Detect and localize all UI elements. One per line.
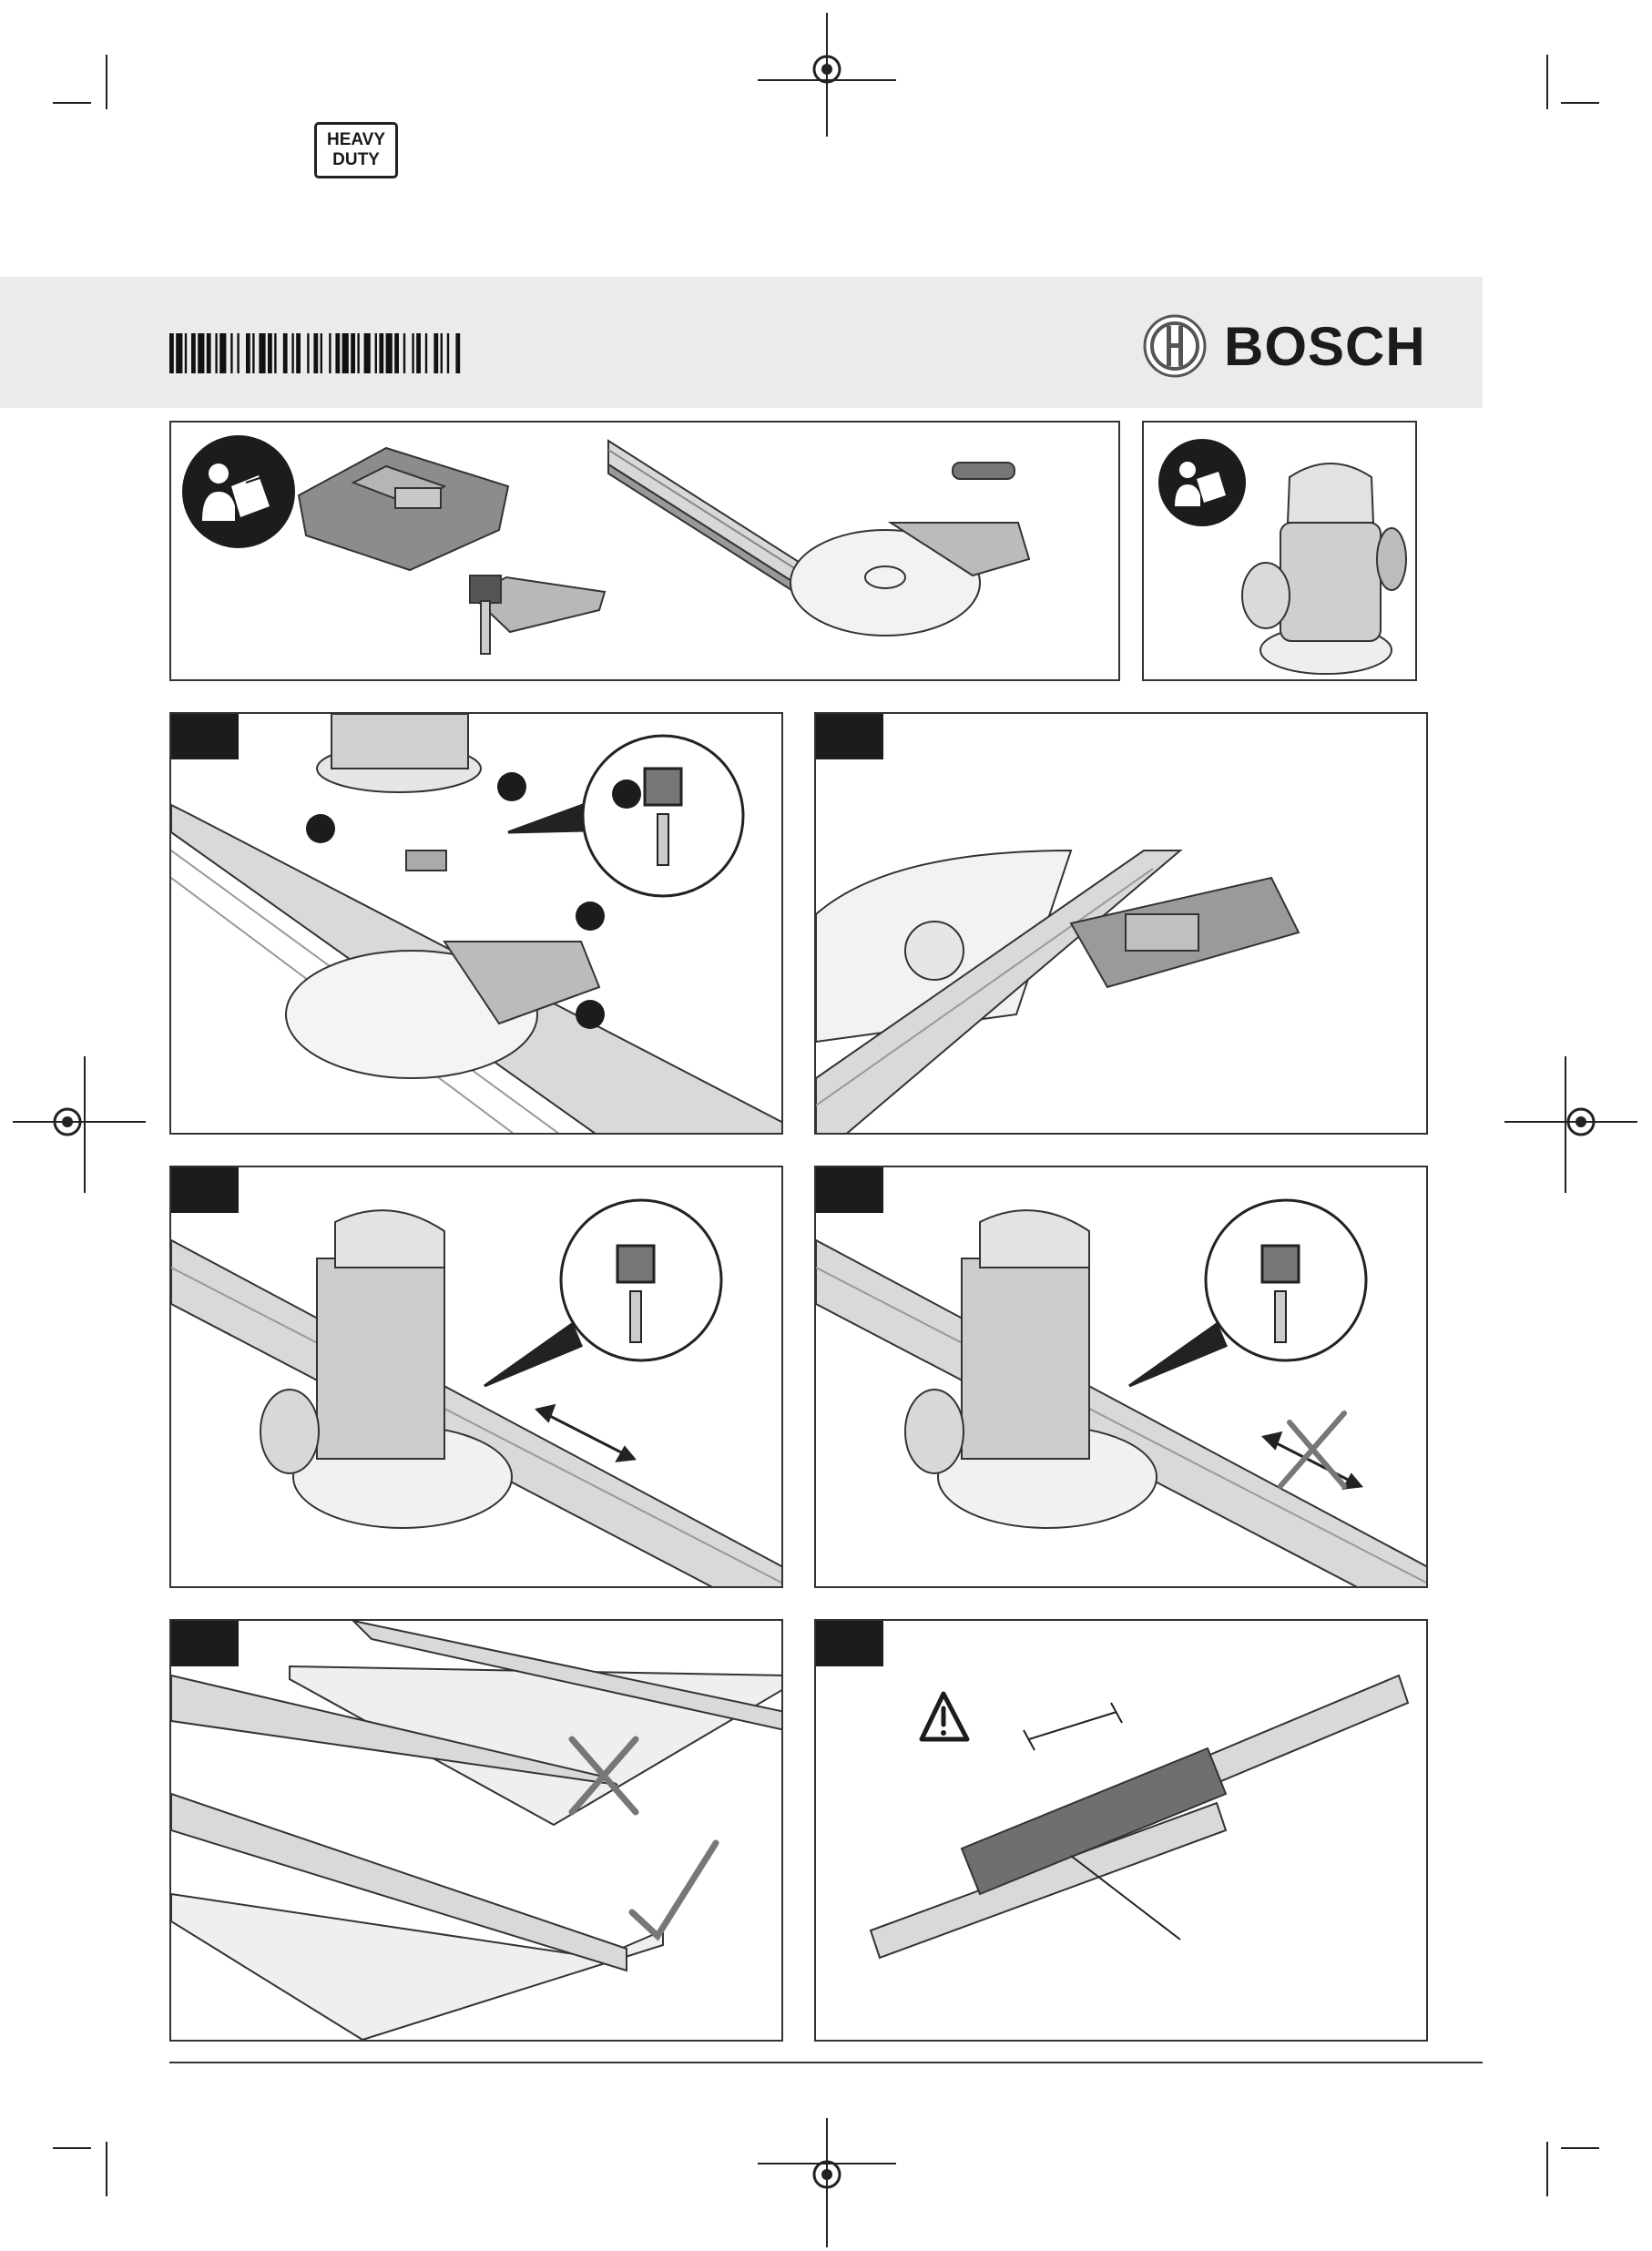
step-panel-1 (169, 712, 783, 1135)
barcode-bar (191, 333, 196, 373)
clamp-pin-illustration (470, 575, 605, 654)
barcode-bar (447, 333, 449, 373)
crop-mark-top-left-v (106, 55, 107, 109)
components-overview-panel (169, 421, 1120, 681)
barcode-bar (403, 333, 405, 373)
router-overview-panel (1142, 421, 1417, 681)
step-panel-2 (814, 712, 1428, 1135)
crop-mark-top-right-h (1561, 102, 1599, 104)
barcode-bar (237, 333, 239, 373)
router-illustration (317, 714, 481, 792)
barcode (169, 333, 576, 373)
barcode-bar (321, 333, 322, 373)
barcode-bar (455, 333, 460, 373)
crop-mark-bottom-right-v (1546, 2142, 1548, 2196)
barcode-bar (252, 333, 254, 373)
bosch-armature-icon (1142, 313, 1208, 379)
check-mark-icon (632, 1843, 716, 1936)
barcode-bar (394, 333, 399, 373)
barcode-bar (176, 333, 182, 373)
barcode-bar (215, 333, 217, 373)
barcode-bar (219, 333, 226, 373)
barcode-bar (313, 333, 318, 373)
step-panel-3 (169, 1166, 783, 1588)
barcode-bar (185, 333, 187, 373)
step-panel-5 (169, 1619, 783, 2042)
barcode-bar (207, 333, 211, 373)
crop-mark-top-right-v (1546, 55, 1548, 109)
barcode-bar (198, 333, 204, 373)
barcode-bar (329, 333, 331, 373)
router-illustration (1242, 463, 1406, 674)
badge-line-2: DUTY (332, 150, 380, 169)
barcode-bar (268, 333, 272, 373)
barcode-bar (386, 333, 393, 373)
barcode-bar (375, 333, 377, 373)
read-manual-icon (1158, 439, 1246, 526)
registration-mark-right (1503, 1084, 1639, 1166)
registration-mark-bottom (756, 2114, 902, 2251)
barcode-bar (364, 333, 371, 373)
barcode-bar (357, 333, 359, 373)
barcode-bar (230, 333, 232, 373)
router-base-plate-illustration (790, 463, 1029, 636)
crop-mark-bottom-left-v (106, 2142, 107, 2196)
guide-rail-illustration (608, 441, 809, 601)
step-panel-4 (814, 1166, 1428, 1588)
detail-callout (1129, 1200, 1366, 1386)
barcode-bar (283, 333, 288, 373)
barcode-bar (291, 333, 293, 373)
registration-mark-left (11, 1084, 148, 1166)
crop-mark-bottom-right-h (1561, 2147, 1599, 2149)
barcode-bar (379, 333, 383, 373)
double-arrow (1264, 1433, 1361, 1488)
barcode-bar (433, 333, 438, 373)
barcode-bar (425, 333, 427, 373)
barcode-bar (169, 333, 174, 373)
barcode-bar (259, 333, 265, 373)
bosch-logo (1142, 313, 1443, 379)
barcode-bar (307, 333, 309, 373)
detail-callout (484, 1200, 721, 1386)
read-manual-icon (182, 435, 295, 548)
barcode-bar (416, 333, 421, 373)
barcode-bar (342, 333, 349, 373)
guide-rail-adapter-illustration (299, 448, 508, 570)
detail-callout (508, 736, 743, 896)
crop-mark-top-left-h (53, 102, 91, 104)
warning-triangle-icon (922, 1694, 967, 1739)
step-panel-6 (814, 1619, 1428, 2042)
barcode-bar (335, 333, 340, 373)
barcode-bar (441, 333, 443, 373)
barcode-bar (351, 333, 355, 373)
barcode-bar (296, 333, 301, 373)
badge-line-1: HEAVY (326, 130, 386, 149)
brand-name: BOSCH (1224, 315, 1426, 377)
barcode-bar (412, 333, 413, 373)
footer-rule (169, 2062, 1483, 2063)
registration-mark-top (756, 9, 902, 146)
crop-mark-bottom-left-h (53, 2147, 91, 2149)
barcode-bar (274, 333, 276, 373)
heavy-duty-badge (314, 122, 398, 178)
barcode-bar (246, 333, 250, 373)
